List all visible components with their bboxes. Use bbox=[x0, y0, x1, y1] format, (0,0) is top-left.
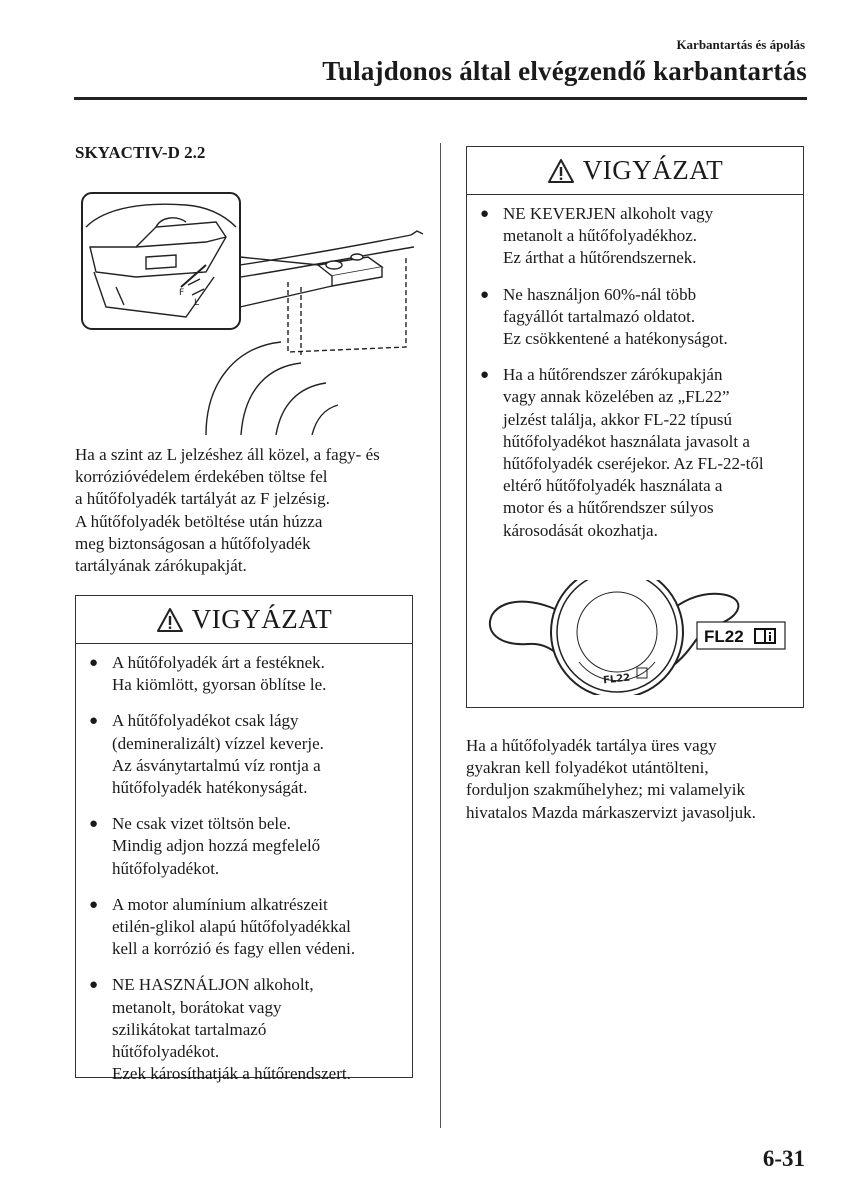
caution-item bbox=[76, 652, 412, 696]
text-line: tartályának zárókupakját. bbox=[75, 556, 247, 576]
caution-header bbox=[467, 147, 803, 195]
text-line: kell a korrózió és fagy ellen védeni. bbox=[112, 939, 356, 959]
caution-header bbox=[76, 596, 412, 644]
text-line: A hűtőfolyadékot csak lágy bbox=[112, 711, 299, 731]
section-label: Karbantartás és ápolás bbox=[676, 37, 805, 52]
text-line: Ha a szint az L jelzéshez áll közel, a fagy- és bbox=[75, 445, 380, 464]
fl22-label bbox=[697, 622, 785, 649]
caution-item bbox=[76, 813, 412, 880]
svg-text:L: L bbox=[194, 298, 200, 308]
bullet-icon: ● bbox=[89, 977, 99, 994]
refill-instructions bbox=[75, 444, 380, 577]
page-title: Tulajdonos által elvégzendő karbantartás bbox=[322, 56, 807, 86]
text-line: meg biztonságosan a hűtőfolyadék bbox=[75, 533, 311, 553]
text-line: A hűtőfolyadék betöltése után húzza bbox=[75, 511, 323, 531]
text-line: A motor alumínium alkatrészeit bbox=[112, 894, 328, 914]
text-line: Mindig adjon hozzá megfelelő bbox=[112, 836, 321, 856]
text-line: Ha a hűtőrendszer zárókupakján bbox=[503, 365, 723, 385]
text-line: Ha a hűtőfolyadék tartálya üres vagy bbox=[466, 736, 717, 755]
text-line: hűtőfolyadékot használata javasolt a bbox=[503, 431, 750, 451]
text-line: Ne csak vizet töltsön bele. bbox=[112, 814, 291, 834]
text-line: motor és a hűtőrendszer súlyos bbox=[503, 498, 714, 518]
fl22-label-text: FL22 bbox=[704, 627, 744, 646]
manual-book-icon bbox=[754, 628, 776, 644]
text-line: károsodását okozhatja. bbox=[503, 520, 658, 540]
radiator-cap-illustration bbox=[484, 580, 794, 695]
bullet-icon: ● bbox=[480, 206, 490, 222]
text-line: hivatalos Mazda márkaszervizt javasoljuk. bbox=[466, 802, 756, 822]
page-number: 6-31 bbox=[762, 1146, 805, 1171]
caution-title: VIGYÁZAT bbox=[582, 155, 724, 185]
text-line: metanolt, borátokat vagy bbox=[112, 997, 282, 1017]
text-line: Ha kiömlött, gyorsan öblítse le. bbox=[112, 675, 327, 695]
service-recommendation bbox=[466, 735, 756, 824]
text-line: A hűtőfolyadék árt a festéknek. bbox=[112, 653, 325, 672]
caution-list bbox=[76, 644, 412, 1085]
text-line: szilikátokat tartalmazó bbox=[112, 1019, 267, 1039]
text-line: metanolt a hűtőfolyadékhoz. bbox=[503, 226, 698, 246]
text-line: etilén-glikol alapú hűtőfolyadékkal bbox=[112, 917, 351, 937]
text-line: hűtőfolyadék cseréjekor. Az FL-22-től bbox=[503, 454, 764, 474]
bullet-icon: ● bbox=[89, 896, 99, 913]
text-line: Ez csökkentené a hatékonyságot. bbox=[503, 329, 728, 349]
bullet-icon: ● bbox=[89, 713, 99, 730]
text-line: Ne használjon 60%-nál több bbox=[503, 284, 697, 304]
text-line: NE KEVERJEN alkoholt vagy bbox=[503, 204, 714, 223]
text-line: forduljon szakműhelyhez; mi valamelyik bbox=[466, 780, 746, 800]
caution-title: VIGYÁZAT bbox=[191, 604, 333, 634]
caution-item bbox=[76, 974, 412, 1085]
caution-box-left bbox=[75, 595, 413, 1084]
warning-triangle-icon bbox=[547, 158, 575, 184]
engine-subheading: SKYACTIV-D 2.2 bbox=[75, 143, 206, 162]
caution-item bbox=[467, 364, 803, 542]
text-line: Ezek károsíthatják a hűtőrendszert. bbox=[112, 1064, 351, 1084]
text-line: hűtőfolyadék hatékonyságát. bbox=[112, 778, 308, 798]
caution-item bbox=[76, 710, 412, 799]
svg-text:F: F bbox=[179, 288, 185, 298]
coolant-reservoir-illustration bbox=[76, 187, 438, 435]
bullet-icon: ● bbox=[89, 816, 99, 833]
bullet-icon: ● bbox=[480, 286, 490, 303]
text-line: NE HASZNÁLJON alkoholt, bbox=[112, 975, 314, 995]
text-line: gyakran kell folyadékot utántölteni, bbox=[466, 758, 709, 778]
text-line: hűtőfolyadékot. bbox=[112, 1042, 220, 1062]
text-line: a hűtőfolyadék tartályát az F jelzésig. bbox=[75, 489, 330, 509]
cap-ring-label: FL22 bbox=[602, 672, 631, 687]
caution-list bbox=[467, 195, 803, 542]
text-line: jelzést találja, akkor FL-22 típusú bbox=[503, 409, 732, 429]
text-line: Az ásványtartalmú víz rontja a bbox=[112, 755, 321, 775]
bullet-icon: ● bbox=[480, 367, 490, 384]
caution-item bbox=[76, 894, 412, 961]
column-divider bbox=[440, 143, 441, 1128]
text-line: Ez árthat a hűtőrendszernek. bbox=[503, 248, 697, 268]
text-line: vagy annak közelében az „FL22” bbox=[503, 387, 730, 407]
text-line: korrózióvédelem érdekében töltse fel bbox=[75, 467, 328, 487]
warning-triangle-icon bbox=[156, 607, 184, 633]
text-line: eltérő hűtőfolyadék használata a bbox=[503, 476, 723, 496]
text-line: (demineralizált) vízzel keverje. bbox=[112, 733, 324, 753]
bullet-icon: ● bbox=[89, 655, 99, 671]
text-line: hűtőfolyadékot. bbox=[112, 858, 220, 878]
text-line: fagyállót tartalmazó oldatot. bbox=[503, 306, 696, 326]
title-rule bbox=[74, 97, 807, 100]
caution-item bbox=[467, 284, 803, 351]
caution-item bbox=[467, 203, 803, 270]
